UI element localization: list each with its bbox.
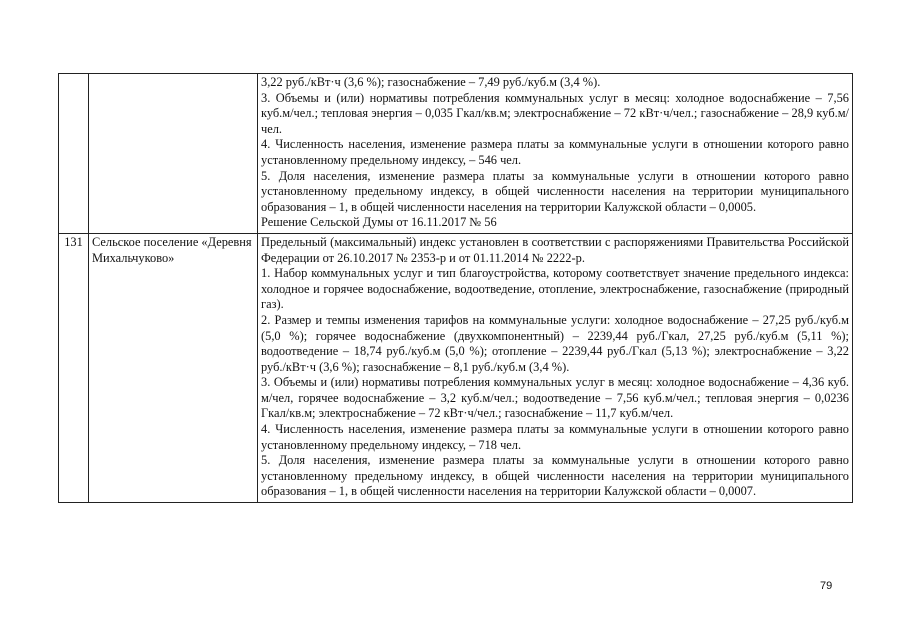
table-row	[59, 74, 853, 234]
paragraph: Предельный (максимальный) индекс установлен в соответствии с распоряжениями Правительства Российской Федерации от 26.10.2017 № 2353-р и от 01.11.2014 № 2222-р.	[261, 234, 849, 265]
paragraph: 3,22 руб./кВт·ч (3,6 %); газоснабжение – 7,49 руб./куб.м (3,4 %).	[261, 75, 601, 89]
decision-reference: Решение Сельской Думы от 16.11.2017 № 56	[261, 215, 497, 230]
paragraph: 2. Размер и темпы изменения тарифов на коммунальные услуги: холодное водоснабжение – 27,25 руб./куб.м (5,0 %); горячее водоснабжение (двухкомпонентный) – 2239,44 руб./Гкал, 27,25 руб./куб.м (5,11 %); водоотведение – 18,74 руб./куб.м (5,0 %); отопление – 2239,44 руб./Гкал (5,13 %); электроснабжение – 3,22 руб./кВт·ч (3,6 %); газоснабжение – 8,1 руб./куб.м (3,4 %).	[261, 312, 849, 374]
paragraph: 5. Доля населения, изменение размера платы за коммунальные услуги в отношении которого равно установленному предельному индексу, в общей численности населения на территории муниципального образования – 1, в общей численности населения на территории Калужской области – 0,0005.	[261, 168, 849, 214]
paragraph: 3. Объемы и (или) нормативы потребления коммунальных услуг в месяц: холодное водоснабжение – 7,56 куб.м/чел.; тепловая энергия – 0,035 Гкал/кв.м; электроснабжение – 72 кВт·ч/чел.; газоснабжение – 28,9 куб.м/чел.	[261, 90, 849, 136]
index-description	[258, 233, 853, 502]
paragraph: 3. Объемы и (или) нормативы потребления коммунальных услуг в месяц: холодное водоснабжение – 4,36 куб. м/чел, горячее водоснабжение – 3,2 куб.м/чел.; водоотведение – 7,56 куб.м/чел.; тепловая энергия – 0,0236 Гкал/кв.м; электроснабжение – 72 кВт·ч/чел.; газоснабжение – 11,7 куб.м/чел.	[261, 375, 849, 421]
settlement-name	[89, 74, 258, 234]
settlement-name: Сельское поселение «Деревня Михальчуково»	[89, 233, 258, 502]
paragraph: 1. Набор коммунальных услуг и тип благоустройства, которому соответствует значение предельного индекса: холодное и горячее водоснабжение, водоотведение, отопление, электроснабжение, газоснабжение (природный газ).	[261, 266, 849, 312]
page-number: 79	[820, 580, 833, 592]
paragraph: 4. Численность населения, изменение размера платы за коммунальные услуги в отношении которого равно установленному предельному индексу, – 546 чел.	[261, 137, 849, 167]
row-number	[59, 74, 89, 234]
index-description	[258, 74, 853, 234]
paragraph: 5. Доля населения, изменение размера платы за коммунальные услуги в отношении которого равно установленному предельному индексу, в общей численности населения на территории муниципального образования – 1, в общей численности населения на территории Калужской области – 0,0007.	[261, 453, 849, 499]
row-number: 131	[59, 233, 89, 502]
tariff-table	[58, 73, 853, 503]
table-row	[59, 233, 853, 502]
paragraph: 4. Численность населения, изменение размера платы за коммунальные услуги в отношении которого равно установленному предельному индексу, – 718 чел.	[261, 422, 849, 452]
